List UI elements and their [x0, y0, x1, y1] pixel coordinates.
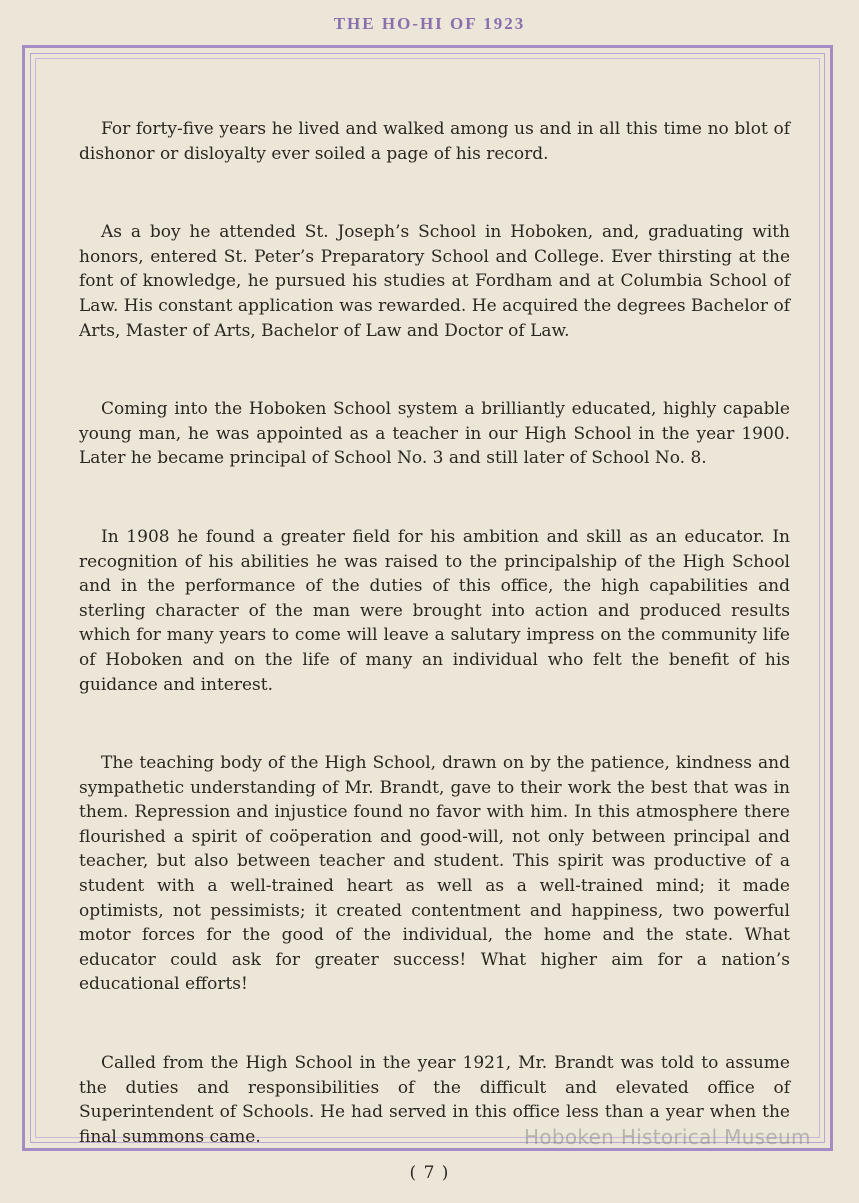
page-number: ( 7 ) — [409, 1163, 450, 1183]
paragraph-1: For forty-five years he lived and walked among us and in all this time no blot of dishonor or disloyalty ever soiled a page of his record. — [79, 119, 790, 164]
paragraph-3: Coming into the Hoboken School system a brilliantly educated, highly capable young man, he was appointed as a teacher in our High School in the year 1900. Later he became principal of School No. 3 and still later of School No. 8. — [79, 399, 790, 469]
paragraph-5: The teaching body of the High School, drawn on by the patience, kindness and sympathetic understanding of Mr. Brandt, gave to their work the best that was in them. Repression and injustice found no favor with him. In this atmosphere there flourished a spirit of coöperation and good-will, not only between principal and teacher, but also between teacher and student. This spirit was productive of a student with a well-trained heart as well as a well-trained mind; it made optimists, not pessimists; it created contentment and happiness, two powerful motor forces for the good of the individual, the home and the state. What educator could ask for greater success! What higher aim for a nation’s educational efforts! — [79, 753, 790, 995]
paragraph-2: As a boy he attended St. Joseph’s School in Hoboken, and, graduating with honors, entered St. Peter’s Preparatory School and College. Ever thirsting at the font of knowledge, he pursued his studies at Fordham and at Columbia School of Law. His constant application was rewarded. He acquired the degrees Bachelor of Arts, Master of Arts, Bachelor of Law and Doctor of Law. — [79, 222, 790, 341]
running-head: THE HO-HI OF 1923 — [333, 14, 526, 33]
paragraph-6: Called from the High School in the year 1921, Mr. Brandt was told to assume the duties and responsibilities of the difficult and elevated office of Superintendent of Schools. He had served in this office less than a year when the final summons came. — [79, 1053, 790, 1147]
museum-watermark: Hoboken Historical Museum — [524, 1125, 811, 1149]
paragraph-4: In 1908 he found a greater field for his ambition and skill as an educator. In recognition of his abilities he was raised to the principalship of the High School and in the performance of the duties of this office, the high capabilities and sterling character of the man were brought into action and produced results which for many years to come will leave a salutary impress on the community life of Hoboken and on the life of many an individual who felt the benefit of his guidance and interest. — [79, 526, 790, 695]
body-text — [79, 117, 790, 1203]
